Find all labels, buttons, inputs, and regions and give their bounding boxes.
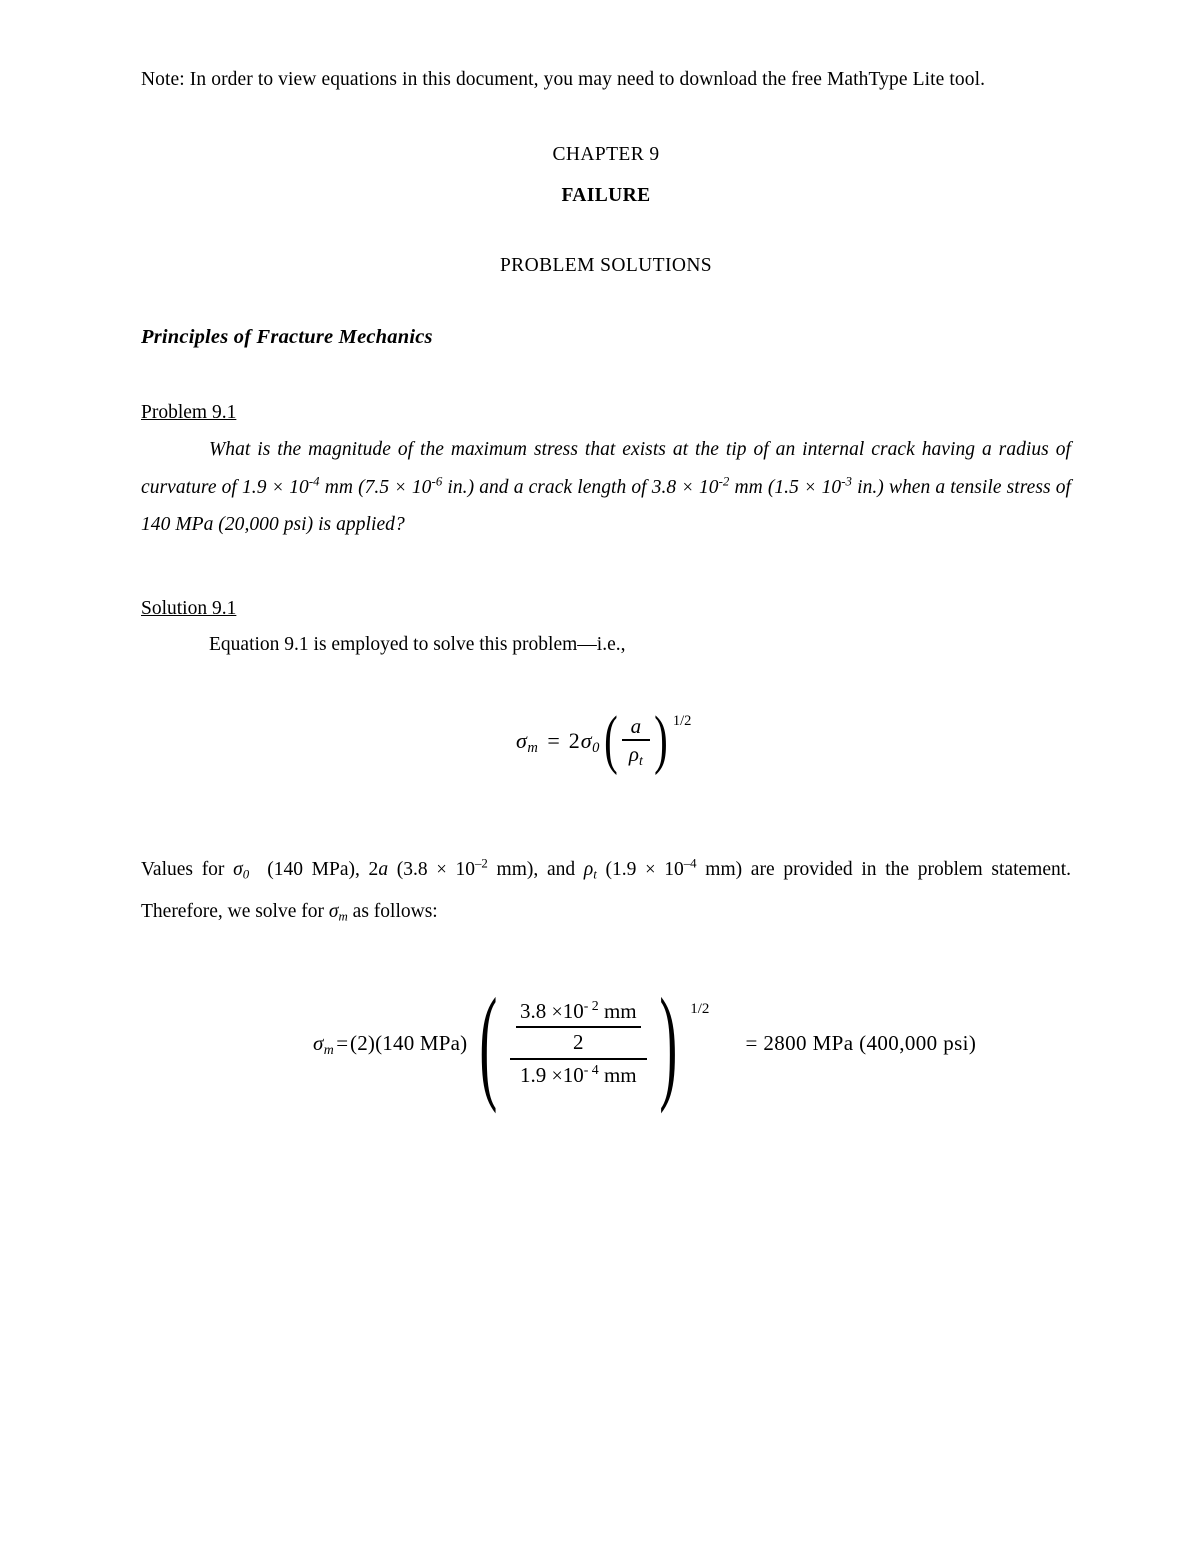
solution-label: Solution 9.1 [141, 597, 237, 619]
chapter-title: FAILURE [561, 185, 651, 207]
values-rho-exponent: –4 [683, 856, 697, 871]
problem-statement-line2-a: curvature of 1.9 [141, 476, 272, 498]
mathtype-note: Note: In order to view equations in this document, you may need to download the free MathType Lite tool. [141, 69, 986, 90]
values-sigma-zero: $\sigma_0$ [233, 859, 250, 882]
chapter-number: CHAPTER 9 [552, 144, 660, 166]
equation-2-inner-numerator: $3.8 \times 10^{- 2}$ mm [519, 998, 637, 1024]
multiplication-sign: × [681, 476, 694, 498]
exponent-3: -2 [718, 474, 730, 489]
values-a-symbol: a [378, 859, 389, 881]
equation-2-fraction [510, 999, 647, 1087]
equation-1-denominator: $\rho_t$ [628, 742, 643, 768]
therefore-sigma-m: $\sigma_m$ [328, 901, 348, 924]
equation-2-paren-close: ) [659, 972, 677, 1115]
problem-statement-line2-i: in.) when a tensile stress [852, 476, 1051, 498]
values-a-exponent: –2 [475, 856, 488, 871]
exponent-1: -4 [308, 474, 320, 489]
problem-statement-line2-h: 10 [816, 476, 842, 498]
equation-1-exponent: 1/2 [672, 713, 692, 730]
values-a-value: ($3.8 \times 10^{-2}$ mm), and [388, 856, 584, 881]
values-rho-value: ($1.9 \times 10^{-4}$ [596, 856, 697, 881]
problem-label-row [141, 402, 1071, 424]
problem-statement-line2-g: mm (1.5 [729, 476, 804, 498]
problem-statement-line1: What is the magnitude of the maximum stress that exists at the tip of an internal crack having a radius of [209, 439, 1071, 461]
equation-1-paren-open: ( [604, 703, 618, 777]
equation-2-outer-numerator [510, 999, 647, 1058]
equation-1 [516, 703, 692, 777]
equation-2-paren-open: ( [479, 972, 498, 1115]
multiplication-sign: × [271, 476, 285, 498]
equation-1-paren-close: ) [654, 703, 668, 777]
equation-1-lhs-subscript: m [527, 739, 539, 756]
exponent-2: -6 [431, 474, 443, 489]
values-paragraph [141, 849, 1071, 933]
topic-heading: Principles of Fracture Mechanics [141, 326, 433, 349]
equation-2-lhs-subscript: m [323, 1041, 335, 1057]
multiplication-sign: × [551, 1064, 563, 1087]
equation-2-inner-numerator-exponent: - 2 [583, 998, 599, 1014]
equation-2-inner-denominator: 2 [573, 1029, 584, 1054]
problem-statement [141, 431, 1071, 544]
equation-1-lhs: $\sigma_m$ [516, 727, 539, 756]
equation-1-fraction [622, 715, 650, 766]
equation-2-factor: (2)(140 MPa) [350, 1031, 468, 1056]
equation-1-denominator-subscript: t [638, 752, 643, 768]
equation-2-lhs: $\sigma_m$ [313, 1031, 335, 1057]
problem-solutions-heading: PROBLEM SOLUTIONS [499, 255, 713, 277]
equation-2-equals: = [336, 1031, 349, 1056]
multiplication-sign: × [436, 859, 447, 881]
equation-2-wrapper [141, 972, 1071, 1133]
problem-statement-line2-e: in.) and a crack length of 3.8 [442, 476, 682, 498]
therefore-tail: as follows: [347, 901, 438, 923]
equation-2-outer-denominator: $1.9 \times 10^{- 4}$ mm [519, 1061, 637, 1087]
problem-statement-line2-b: 10 [284, 476, 309, 498]
multiplication-sign: × [645, 859, 656, 881]
equation-1-sigma-zero: $\sigma_0$ [580, 727, 600, 756]
problem-statement-line2-d: 10 [406, 476, 432, 498]
equation-2-outer-denominator-exponent: - 4 [583, 1061, 599, 1077]
values-rho-subscript: t [593, 867, 597, 882]
problem-statement-line2-c: mm (7.5 [319, 476, 395, 498]
values-sigma-zero-value: (140 MPa), 2 [267, 859, 379, 881]
page-content [141, 0, 1071, 1133]
values-rho-symbol: $\rho_t$ [583, 859, 597, 882]
values-tail: mm) are provided in the problem statement. [696, 859, 1072, 881]
equation-1-sigma-zero-subscript: 0 [592, 739, 600, 756]
multiplication-sign: × [551, 1001, 563, 1024]
multiplication-sign: × [394, 476, 407, 498]
therefore-sigma-m-subscript: m [338, 909, 348, 924]
multiplication-sign: × [803, 476, 817, 498]
therefore-lead: Therefore, we solve for [141, 901, 329, 923]
equation-1-wrapper [141, 703, 1071, 811]
equation-1-coefficient: 2 [568, 727, 580, 753]
equation-2 [313, 972, 977, 1115]
equation-1-numerator: a [630, 714, 642, 739]
equation-1-equals: = [547, 727, 560, 753]
values-sigma-zero-subscript: 0 [242, 867, 250, 882]
problem-statement-line3: of 140 MPa (20,000 psi) is applied? [141, 476, 1071, 536]
equation-2-result: = 2800 MPa (400,000 psi) [745, 1031, 977, 1056]
problem-label: Problem 9.1 [141, 402, 237, 424]
equation-2-exponent: 1/2 [690, 1001, 710, 1018]
exponent-4: -3 [841, 474, 853, 489]
solution-label-row [141, 598, 1071, 620]
solution-intro: Equation 9.1 is employed to solve this problem—i.e., [209, 633, 626, 655]
values-lead: Values for [141, 859, 234, 881]
problem-statement-line2-f: 10 [693, 476, 719, 498]
